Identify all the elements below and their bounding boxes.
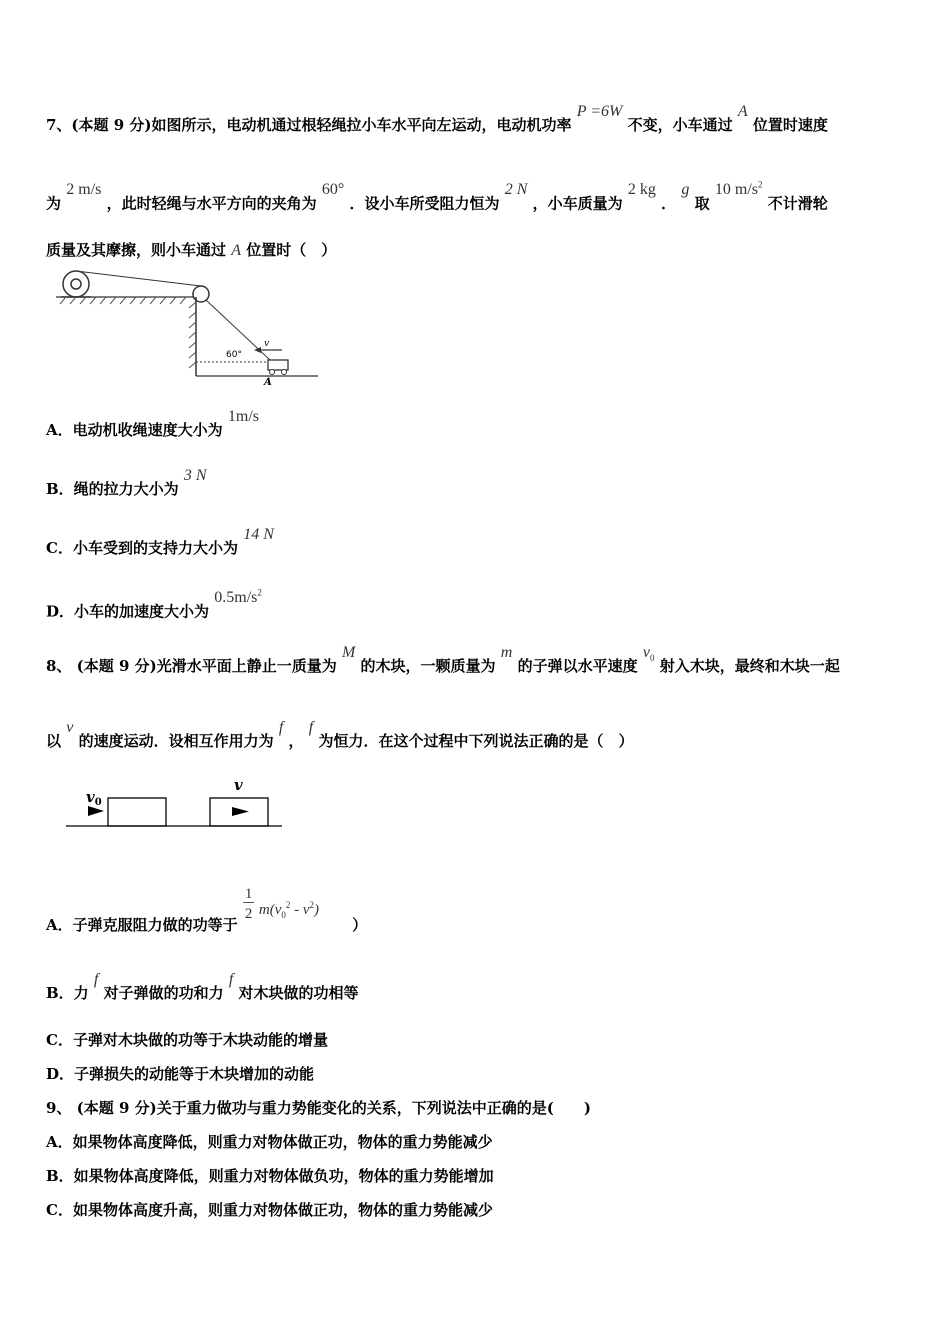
kinetic-work-formula: 1 2 $m(v_0^2 - v^2)$	[244, 886, 320, 922]
angle-value: 60°	[321, 181, 345, 199]
q7-motor-pulley-figure	[56, 266, 326, 388]
fig-v0-label: $v_0$	[86, 788, 102, 808]
q8-option-a[interactable]: A．子弹克服阻力做的功等于 1 2 $m(v_0^2 - v^2)$ ）	[46, 886, 368, 934]
q8-option-b[interactable]: B．力 f 对子弹做的功和力 f 对木块做的功相等	[46, 971, 359, 1002]
g-symbol: g	[681, 181, 690, 199]
option-d-value: $0.5m/s^2$	[214, 588, 262, 607]
q8-bullet-block-figure	[64, 776, 286, 830]
q8-option-c[interactable]: C．子弹对木块做的功等于木块动能的增量	[46, 1031, 328, 1049]
q8-option-d[interactable]: D．子弹损失的动能等于木块增加的动能	[46, 1065, 315, 1083]
q7-option-d[interactable]: D．小车的加速度大小为 $0.5m/s^2$	[46, 588, 262, 621]
mass-value: 2 kg	[627, 181, 656, 199]
position-a-label: A	[737, 103, 748, 120]
speed-value: 2 m/s	[66, 181, 102, 199]
fig-angle-label: 60°	[226, 350, 242, 360]
q8-line-1: 8、 (本题 9 分)光滑水平面上静止一质量为 M 的木块，一颗质量为 m 的子弹以水平速度 $v_0$ 射入木块，最终和木块一起	[46, 644, 840, 675]
q9-option-a[interactable]: A．如果物体高度降低，则重力对物体做正功，物体的重力势能减少	[46, 1133, 493, 1151]
position-a-label-2: A	[231, 242, 242, 259]
fig-v-label: v	[264, 339, 270, 349]
v0-symbol: $v_0$	[642, 644, 655, 664]
q7-line-1: 7、(本题 9 分)如图所示，电动机通过根轻绳拉小车水平向左运动，电动机功率 P =6W 不变，小车通过 A 位置时速度	[46, 103, 828, 134]
v-symbol: v	[66, 719, 74, 736]
option-a-value: 1m/s	[227, 408, 259, 425]
option-b-value: 3 N	[183, 467, 207, 484]
q9-option-b[interactable]: B．如果物体高度降低，则重力对物体做负功，物体的重力势能增加	[46, 1167, 494, 1185]
fig-a-label: A	[264, 377, 272, 388]
g-value: 10 $m/s^2$	[714, 180, 763, 199]
q7-line-2: 为 2 m/s ，此时轻绳与水平方向的夹角为 60° ．设小车所受阻力恒为 2 N ，小车质量为 2 kg ． g 取 10 $m/s^2$ 不计滑轮	[46, 180, 828, 213]
power-formula: P =6W	[576, 103, 623, 120]
option-c-value: 14 N	[243, 526, 274, 543]
mass-m-symbol: m	[500, 644, 513, 661]
q7-option-a[interactable]: A．电动机收绳速度大小为 1m/s	[46, 408, 259, 439]
q9-stem: 9、 (本题 9 分)关于重力做功与重力势能变化的关系，下列说法中正确的是( )	[46, 1099, 591, 1117]
q8-line-2: 以 v 的速度运动．设相互作用力为 f ， f 为恒力．在这个过程中下列说法正确的是（ ）	[46, 719, 634, 750]
q7-line-3: 质量及其摩擦，则小车通过 A 位置时（ ）	[46, 241, 337, 259]
f-symbol-b2: f	[228, 971, 234, 988]
f-symbol: f	[278, 719, 284, 736]
f-symbol-2: f	[308, 719, 314, 736]
q7-option-b[interactable]: B．绳的拉力大小为 3 N	[46, 467, 207, 498]
f-symbol-b1: f	[93, 971, 99, 988]
q7-option-c[interactable]: C．小车受到的支持力大小为 14 N	[46, 526, 274, 557]
mass-M-symbol: M	[341, 644, 356, 661]
q9-option-c[interactable]: C．如果物体高度升高，则重力对物体做正功，物体的重力势能减少	[46, 1201, 493, 1219]
friction-value: 2 N	[504, 181, 528, 199]
fig-v-label: v	[234, 776, 243, 794]
